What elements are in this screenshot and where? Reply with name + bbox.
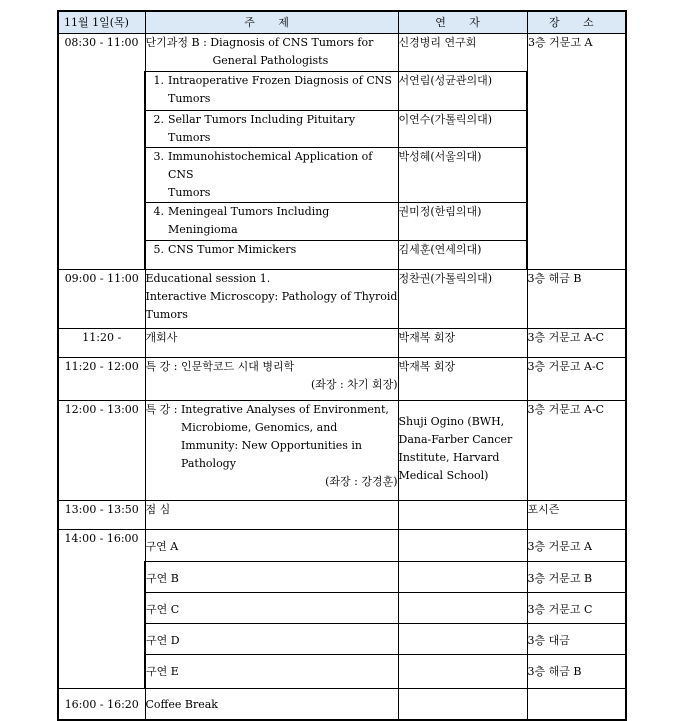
place-cell: 3층 거문고 A bbox=[527, 530, 626, 562]
time-cell: 16:00 - 16:20 bbox=[58, 689, 145, 720]
topic-line: 인문학코드 시대 병리학 bbox=[180, 360, 295, 373]
item-number: 3. bbox=[153, 150, 164, 163]
speaker-cell bbox=[398, 401, 527, 501]
topic-cell bbox=[145, 111, 398, 148]
topic-line: Tumors bbox=[145, 308, 188, 321]
table-row bbox=[58, 270, 626, 329]
topic-line: General Pathologists bbox=[212, 54, 329, 67]
header-speaker: 연 자 bbox=[398, 11, 527, 34]
topic-cell: Coffee Break bbox=[145, 689, 398, 720]
topic-cell bbox=[145, 358, 398, 401]
topic-cell bbox=[145, 241, 398, 270]
topic-line: Educational session 1. bbox=[145, 272, 271, 285]
speaker-cell bbox=[398, 593, 527, 624]
topic-line: Integrative Analyses of Environment, bbox=[180, 403, 389, 416]
chair-note: (좌장 : 차기 회장) bbox=[310, 378, 398, 391]
topic-cell bbox=[145, 270, 398, 329]
topic-cell: 점 심 bbox=[145, 501, 398, 530]
lecture-label: 특 강 : bbox=[145, 360, 181, 373]
speaker-cell bbox=[398, 501, 527, 530]
topic-line: 단기과정 B : Diagnosis of CNS Tumors for bbox=[145, 36, 374, 49]
topic-line: Pathology bbox=[180, 457, 236, 470]
topic-cell: 구연 E bbox=[145, 655, 398, 689]
header-row bbox=[58, 11, 626, 34]
topic-line: Immunohistochemical Application of CNS bbox=[168, 150, 373, 181]
item-number: 1. bbox=[153, 74, 164, 87]
place-cell: 3층 거문고 A-C bbox=[527, 358, 626, 401]
table-row bbox=[58, 358, 626, 401]
topic-cell: 구연 A bbox=[145, 530, 398, 562]
place-cell: 3층 거문고 A-C bbox=[527, 401, 626, 501]
topic-cell bbox=[145, 148, 398, 203]
speaker-line: Institute, Harvard bbox=[398, 451, 500, 464]
speaker-cell: 정찬권(가톨릭의대) bbox=[398, 270, 527, 329]
speaker-cell: 박성혜(서울의대) bbox=[398, 148, 527, 203]
topic-cell: 구연 C bbox=[145, 593, 398, 624]
speaker-cell: 권미정(한림의대) bbox=[398, 203, 527, 241]
speaker-cell bbox=[398, 562, 527, 593]
speaker-line: Shuji Ogino (BWH, bbox=[398, 415, 505, 428]
speaker-cell: 서연림(성균관의대) bbox=[398, 72, 527, 111]
time-cell: 11:20 - bbox=[58, 329, 145, 358]
item-number: 2. bbox=[153, 113, 164, 126]
speaker-cell: 박재복 회장 bbox=[398, 358, 527, 401]
topic-line: Sellar Tumors Including Pituitary Tumors bbox=[168, 113, 356, 144]
speaker-cell: 김세훈(연세의대) bbox=[398, 241, 527, 270]
speaker-cell bbox=[398, 624, 527, 655]
item-number: 5. bbox=[153, 243, 164, 256]
topic-line: Microbiome, Genomics, and bbox=[180, 421, 338, 434]
time-cell: 08:30 - 11:00 bbox=[58, 34, 145, 270]
topic-cell bbox=[145, 401, 398, 501]
speaker-cell bbox=[398, 655, 527, 689]
header-topic: 주 제 bbox=[145, 11, 398, 34]
topic-cell: 구연 D bbox=[145, 624, 398, 655]
speaker-line: Medical School) bbox=[398, 469, 489, 482]
topic-line: Tumors bbox=[168, 92, 211, 105]
table-row bbox=[58, 34, 626, 72]
table-row bbox=[58, 501, 626, 530]
item-number: 4. bbox=[153, 205, 164, 218]
topic-cell bbox=[145, 203, 398, 241]
place-cell: 포시즌 bbox=[527, 501, 626, 530]
place-cell: 3층 거문고 C bbox=[527, 593, 626, 624]
header-date: 11월 1일(목) bbox=[58, 11, 145, 34]
topic-cell bbox=[145, 34, 398, 72]
topic-line: Tumors bbox=[168, 186, 211, 199]
place-cell: 3층 거문고 A-C bbox=[527, 329, 626, 358]
speaker-cell bbox=[398, 530, 527, 562]
topic-cell bbox=[145, 72, 398, 111]
place-cell: 3층 해금 B bbox=[527, 270, 626, 329]
schedule-table bbox=[57, 10, 627, 721]
topic-line: Meningeal Tumors Including bbox=[168, 205, 330, 218]
topic-line: Immunity: New Opportunities in bbox=[180, 439, 363, 452]
time-cell: 12:00 - 13:00 bbox=[58, 401, 145, 501]
place-cell bbox=[527, 689, 626, 720]
place-cell: 3층 거문고 A bbox=[527, 34, 626, 270]
speaker-cell bbox=[398, 689, 527, 720]
topic-line: Intraoperative Frozen Diagnosis of CNS bbox=[168, 74, 392, 87]
topic-line: CNS Tumor Mimickers bbox=[168, 243, 297, 256]
time-cell: 11:20 - 12:00 bbox=[58, 358, 145, 401]
table-row bbox=[58, 530, 626, 562]
place-cell: 3층 대금 bbox=[527, 624, 626, 655]
place-cell: 3층 거문고 B bbox=[527, 562, 626, 593]
place-cell: 3층 해금 B bbox=[527, 655, 626, 689]
topic-line: Meningioma bbox=[168, 223, 238, 236]
table-row bbox=[58, 689, 626, 720]
speaker-line: Dana-Farber Cancer bbox=[398, 433, 513, 446]
topic-cell: 개회사 bbox=[145, 329, 398, 358]
speaker-cell: 박재복 회장 bbox=[398, 329, 527, 358]
speaker-cell: 이연수(가톨릭의대) bbox=[398, 111, 527, 148]
lecture-label: 특 강 : bbox=[145, 403, 181, 416]
speaker-cell: 신경병리 연구회 bbox=[398, 34, 527, 72]
topic-line: Interactive Microscopy: Pathology of Thyroid bbox=[145, 290, 398, 303]
time-cell: 09:00 - 11:00 bbox=[58, 270, 145, 329]
time-cell: 13:00 - 13:50 bbox=[58, 501, 145, 530]
table-row bbox=[58, 401, 626, 501]
table-row bbox=[58, 329, 626, 358]
topic-cell: 구연 B bbox=[145, 562, 398, 593]
chair-note: (좌장 : 강경훈) bbox=[325, 475, 398, 488]
time-cell: 14:00 - 16:00 bbox=[58, 530, 145, 689]
header-place: 장 소 bbox=[527, 11, 626, 34]
